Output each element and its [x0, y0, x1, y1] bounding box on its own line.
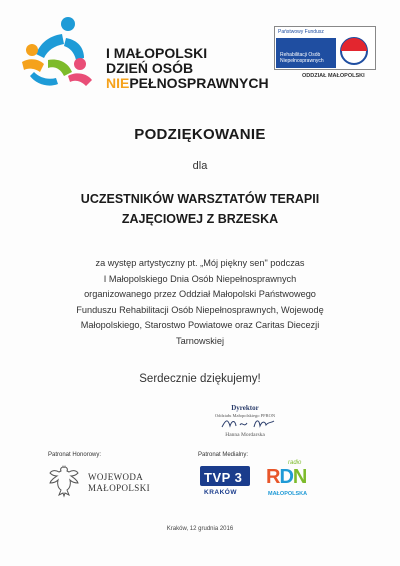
body-line: Tarnowskiej — [176, 335, 224, 346]
signature-name: Hanna Mordarska — [225, 432, 265, 438]
event-title-line2: DZIEŃ OSÓB — [106, 60, 194, 76]
tvp3-city: KRAKÓW — [204, 489, 237, 496]
radio-rdn-logo — [266, 460, 314, 504]
event-title-line3 — [106, 76, 269, 91]
pfron-blue-panel — [276, 38, 336, 68]
radio-label: radio — [288, 460, 302, 466]
body-line: za występ artystyczny pt. „Mój piękny sen" podczas — [95, 258, 305, 268]
polish-eagle-icon — [48, 464, 80, 498]
document-heading: PODZIĘKOWANIE — [134, 126, 266, 143]
body-text — [20, 256, 380, 349]
recipient — [20, 189, 380, 229]
body-line: I Małopolskiego Dnia Osób Niepełnosprawnych — [103, 273, 297, 284]
rdn-letter-r: R — [266, 466, 280, 488]
voivode-line1: WOJEWODA — [88, 472, 144, 482]
honorary-patronage-label: Patronat Honorowy: — [48, 452, 102, 458]
pfron-logo — [270, 26, 382, 82]
body-line: Funduszu Rehabilitacji Osób Niepełnosprawnych, Wojewodę — [76, 304, 324, 315]
pfron-top-label: Państwowy Fundusz — [278, 29, 324, 35]
closing-text: Serdecznie dziękujemy! — [139, 373, 261, 385]
place-date: Kraków, 12 grudnia 2016 — [166, 526, 234, 532]
event-title-line1: I MAŁOPOLSKI — [106, 45, 208, 61]
pfron-circle-icon — [339, 36, 369, 66]
pfron-logo-box — [274, 26, 376, 70]
handwritten-signature — [218, 417, 278, 431]
signature-block — [190, 404, 300, 444]
body-line: Małopolskiego, Starostwo Powiatowe oraz Caritas Diecezji — [80, 320, 320, 330]
radio-region: MAŁOPOLSKA — [268, 491, 308, 497]
recipient-line2: ZAJĘCIOWEJ Z BRZESKA — [121, 212, 279, 226]
rdn-letters — [266, 466, 306, 489]
pfron-branch: ODDZIAŁ MAŁOPOLSKI — [302, 73, 365, 79]
event-title-accent: NIE — [106, 75, 130, 91]
people-figures-icon — [18, 14, 108, 94]
voivode-name — [88, 472, 150, 494]
pfron-name: Rehabilitacji Osób Niepełnosprawnych — [280, 52, 324, 64]
for-word: dla — [192, 160, 208, 172]
rdn-letter-d: D — [279, 466, 293, 488]
recipient-line1: UCZESTNIKÓW WARSZTATÓW TERAPII — [80, 192, 320, 206]
voivode-line2: MAŁOPOLSKI — [88, 483, 151, 493]
event-title-rest: PEŁNOSPRAWNYCH — [129, 75, 269, 91]
tvp3-text: TVP 3 — [204, 470, 243, 485]
body-line: organizowanego przez Oddział Małopolski Państwowego — [84, 289, 316, 299]
media-patronage-label: Patronat Medialny: — [198, 452, 249, 458]
event-logo — [18, 10, 268, 105]
tvp3-logo — [200, 464, 256, 502]
signature-institution: Oddziału Małopolskiego PFRON — [214, 413, 276, 418]
signature-title: Dyrektor — [231, 404, 259, 412]
event-title — [106, 46, 269, 91]
tvp3-box — [200, 466, 250, 486]
rdn-letter-n: N — [292, 466, 307, 488]
